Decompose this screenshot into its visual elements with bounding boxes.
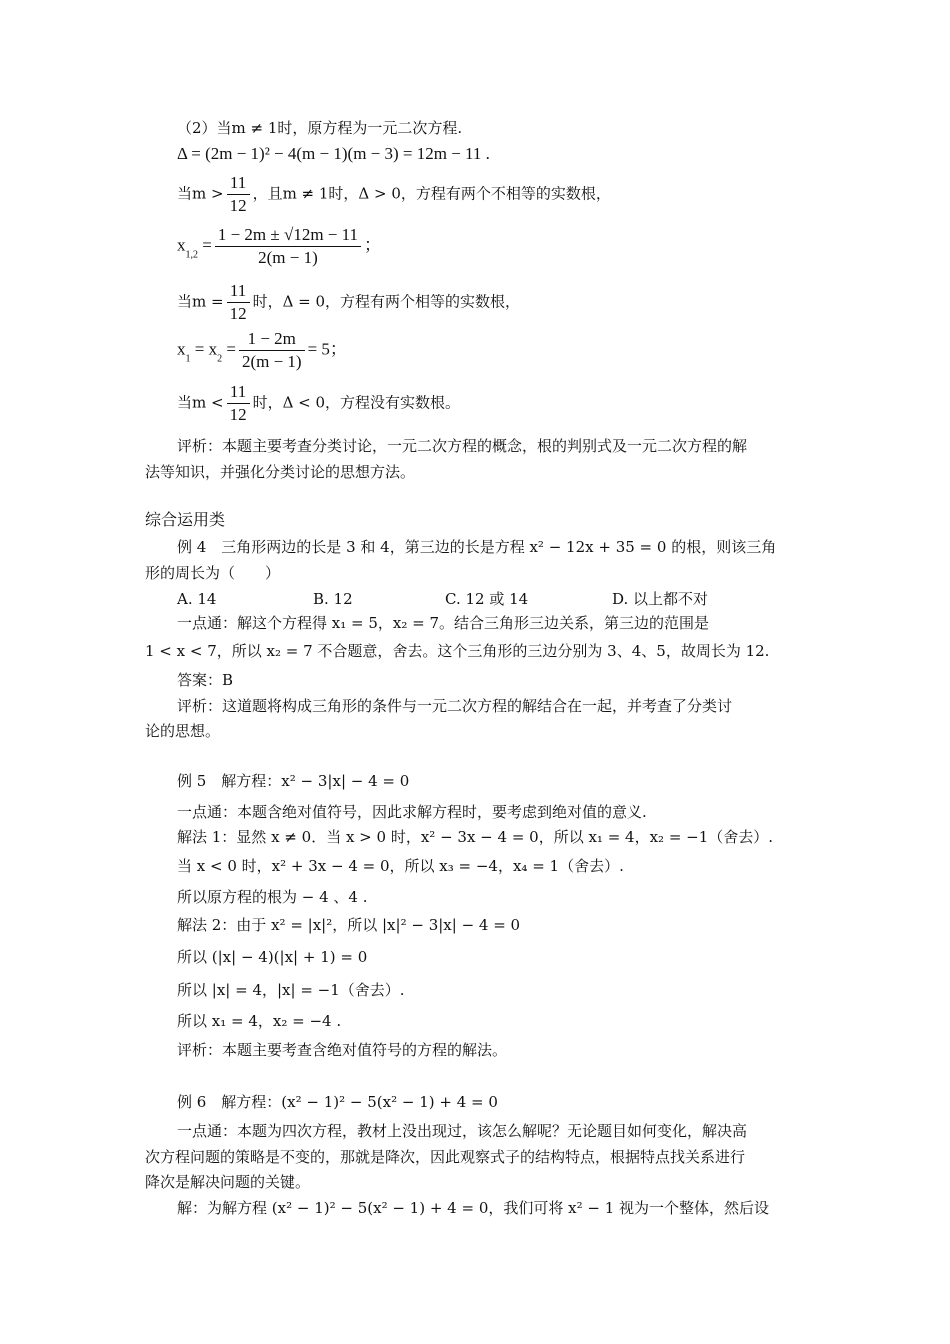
solution-line: 解法 2：由于 x² = |x|²，所以 |x|² − 3|x| − 4 = 0 (177, 916, 521, 934)
case-line: 当m < $\frac{11}{12}$ 时，Δ < 0，方程没有实数根。 (177, 382, 461, 424)
solution-line: 解：为解方程 (x² − 1)² − 5(x² − 1) + 4 = 0，我们可将 x² − 1 视为一个整体，然后设 (177, 1199, 770, 1217)
solution-line: 所以 x₁ = 4，x₂ = −4 . (177, 1012, 342, 1030)
option-b: B. 12 (313, 590, 353, 608)
solution-line: 所以原方程的根为 − 4 、4 . (177, 888, 368, 906)
solution-line: 解法 1：显然 x ≠ 0．当 x > 0 时，x² − 3x − 4 = 0，所以 x₁ = 4，x₂ = −1（舍去）. (177, 828, 774, 846)
fraction: $\frac{11}{12}$ (227, 172, 250, 217)
text-line: （2）当m ≠ 1时，原方程为一元二次方程. (177, 119, 463, 137)
solution-line: 所以 (|x| − 4)(|x| + 1) = 0 (177, 948, 368, 966)
answer-line: 答案：B (177, 671, 234, 689)
solution-line: 当 x < 0 时，x² + 3x − 4 = 0，所以 x₃ = −4，x₄ = 1（舍去）. (177, 857, 624, 875)
fraction: $\frac{11}{12}$ (227, 280, 250, 325)
comment-line: 评析：本题主要考查含绝对值符号的方程的解法。 (177, 1041, 508, 1059)
hint-line: 降次是解决问题的关键。 (145, 1173, 311, 1191)
text-line: 形的周长为（ ） (145, 564, 281, 582)
section-heading: 综合运用类 (145, 510, 226, 529)
option-a: A. 14 (177, 590, 217, 608)
comment-line: 论的思想。 (145, 722, 221, 740)
fraction: $\frac{11}{12}$ (227, 381, 250, 426)
example-6-line: 例 6 解方程：(x² − 1)² − 5(x² − 1) + 4 = 0 (177, 1093, 498, 1111)
fraction: $\frac{1 - 2m}{2(m - 1)}$ (239, 328, 305, 373)
hint-line: 一点通：解这个方程得 x₁ = 5，x₂ = 7。结合三角形三边关系，第三边的范围是 (177, 614, 710, 632)
comment-line: 评析：这道题将构成三角形的条件与一元二次方程的解结合在一起，并考查了分类讨 (177, 697, 733, 715)
hint-line: 次方程问题的策略是不变的，那就是降次，因此观察式子的结构特点，根据特点找关系进行 (145, 1148, 746, 1166)
option-d: D. 以上都不对 (612, 590, 709, 608)
fraction: $\frac{1 - 2m \pm √12m - 11}{2(m - 1)}$ (215, 224, 361, 269)
example-4-line: 例 4 三角形两边的长是 3 和 4，第三边的长是方程 x² − 12x + 35 = 0 的根，则该三角 (177, 538, 777, 556)
hint-line: 一点通：本题含绝对值符号，因此求解方程时，要考虑到绝对值的意义. (177, 803, 647, 821)
discriminant-line: Δ = (2m − 1)² − 4(m − 1)(m − 3) = 12m − 11 . (177, 144, 490, 163)
hint-line: 一点通：本题为四次方程，教材上没出现过，该怎么解呢？无论题目如何变化，解决高 (177, 1122, 748, 1140)
comment-line: 法等知识，并强化分类讨论的思想方法。 (145, 463, 416, 481)
case-line: 当m = $\frac{11}{12}$ 时，Δ = 0，方程有两个相等的实数根， (177, 281, 521, 323)
root-formula-line: $x_{1,2}$ = $\frac{1 - 2m \pm √12m - 11}{2(m - 1)}$ ； (177, 225, 381, 267)
option-c: C. 12 或 14 (445, 590, 529, 608)
comment-line: 评析：本题主要考查分类讨论，一元二次方程的概念，根的判别式及一元二次方程的解 (177, 437, 748, 455)
equal-root-line: $x_1 = x_2$ = $\frac{1 - 2m}{2(m - 1)}$ = 5； (177, 329, 347, 371)
case-line: 当m > $\frac{11}{12}$ ，且m ≠ 1时，Δ > 0，方程有两个不相等的实数根， (177, 173, 611, 215)
solution-line: 所以 |x| = 4，|x| = −1（舍去）. (177, 981, 405, 999)
hint-line: 1 < x < 7，所以 x₂ = 7 不合题意，舍去。这个三角形的三边分别为 3、4、5，故周长为 12. (145, 642, 770, 660)
example-5-line: 例 5 解方程：x² − 3|x| − 4 = 0 (177, 772, 410, 790)
